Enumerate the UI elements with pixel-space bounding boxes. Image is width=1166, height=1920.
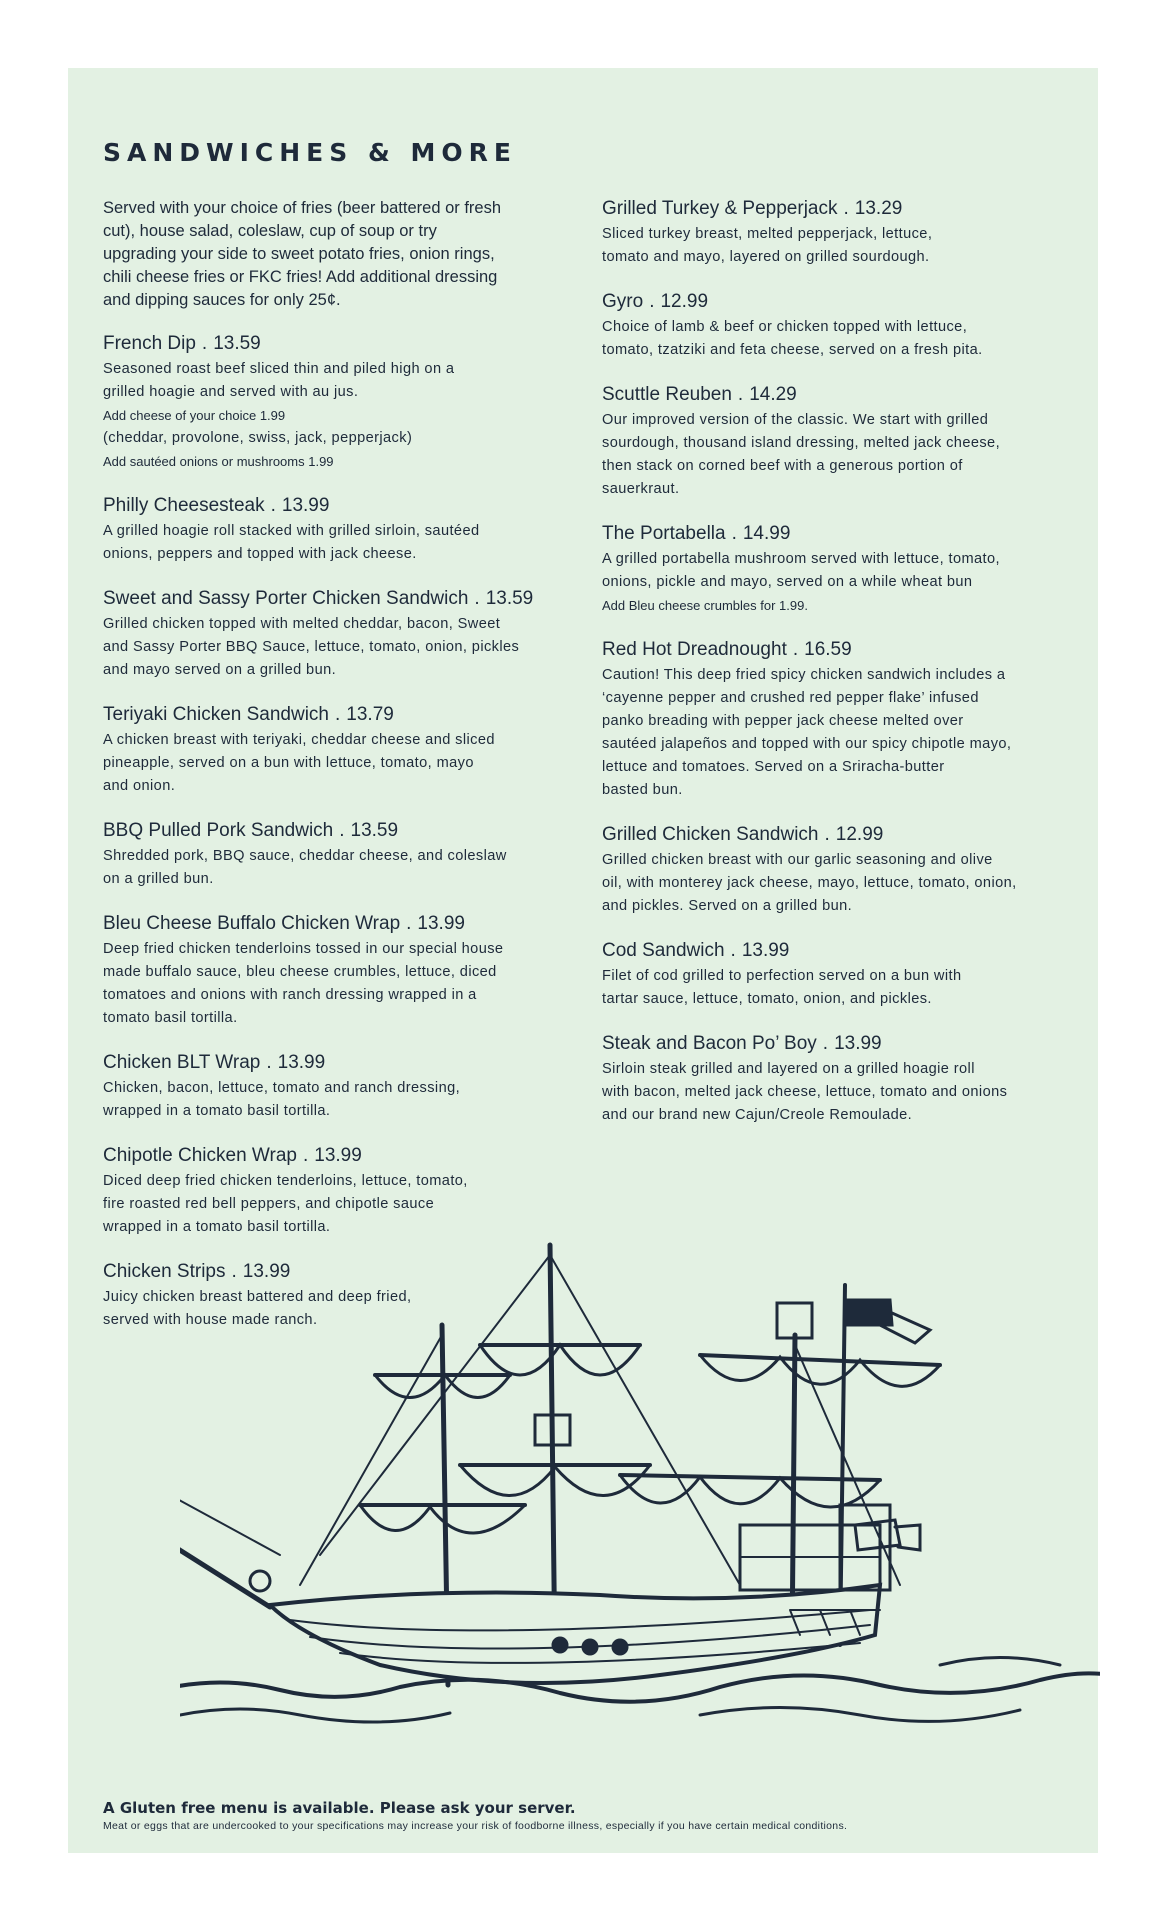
item-price: 12.99	[835, 824, 884, 845]
item-price: 13.99	[281, 495, 330, 516]
item-addon: Add sautéed onions or mushrooms 1.99	[103, 454, 334, 469]
item-description: A grilled hoagie roll stacked with grilled sirloin, sautéed onions, peppers and topped with jack cheese.	[103, 523, 480, 562]
item-price: 14.99	[742, 523, 791, 544]
item-addon-detail: (cheddar, provolone, swiss, jack, pepperjack)	[103, 430, 413, 446]
menu-item	[602, 290, 1072, 362]
item-description: A grilled portabella mushroom served with lettuce, tomato, onions, pickle and mayo, served on a while wheat bun	[602, 551, 1000, 590]
item-name: Chipotle Chicken Wrap	[103, 1145, 297, 1166]
item-price: 13.99	[277, 1052, 326, 1073]
item-heading: Cod Sandwich . 13.99	[602, 940, 790, 961]
item-heading: Scuttle Reuben . 14.29	[602, 384, 797, 405]
item-price: 13.99	[834, 1033, 882, 1054]
item-heading: Sweet and Sassy Porter Chicken Sandwich . 13.59	[103, 588, 534, 609]
item-description: Sirloin steak grilled and layered on a grilled hoagie roll with bacon, melted jack cheese, lettuce, tomato and onions and our brand new Cajun/Creole Remoulade.	[602, 1061, 1008, 1123]
item-price: 12.99	[660, 291, 709, 312]
menu-item	[103, 332, 568, 473]
item-description: Grilled chicken breast with our garlic seasoning and olive oil, with monterey jack cheese, mayo, lettuce, tomato, onion, and pickles. Served on a grilled bun.	[602, 852, 1017, 914]
item-price: 13.79	[346, 704, 394, 725]
item-price: 13.59	[350, 820, 399, 841]
section-intro: Served with your choice of fries (beer battered or fresh cut), house salad, coleslaw, cup of soup or try upgrading your side to sweet potato fries, onion rings, chili cheese fries or FKC fries! Add additional dressing and dipping sauces for only 25¢.	[103, 199, 502, 309]
item-name: Red Hot Dreadnought	[602, 639, 787, 660]
menu-item	[103, 587, 568, 682]
item-price: 13.59	[485, 588, 534, 609]
item-heading: Bleu Cheese Buffalo Chicken Wrap . 13.99	[103, 913, 465, 934]
item-price: 13.99	[741, 940, 790, 961]
item-addon: Add cheese of your choice 1.99	[103, 408, 286, 423]
menu-item	[602, 522, 1072, 617]
item-price: 16.59	[804, 639, 852, 660]
item-description: Filet of cod grilled to perfection served on a bun with tartar sauce, lettuce, tomato, onion, and pickles.	[602, 968, 962, 1007]
item-heading: Chicken BLT Wrap . 13.99	[103, 1052, 326, 1073]
item-description: Caution! This deep fried spicy chicken sandwich includes a ‘cayenne pepper and crushed red pepper flake’ infused panko breading with pepper jack cheese melted over sautéed jalapeños and topped with our spicy chipotle mayo, lettuce and tomatoes. Served on a Sriracha-butter basted bun.	[602, 667, 1012, 798]
item-heading: Grilled Turkey & Pepperjack . 13.29	[602, 198, 903, 219]
item-name: Steak and Bacon Po’ Boy	[602, 1033, 817, 1054]
left-column	[103, 197, 568, 1353]
menu-item	[602, 939, 1072, 1011]
item-price: 13.99	[242, 1261, 291, 1282]
item-description: Diced deep fried chicken tenderloins, lettuce, tomato, fire roasted red bell peppers, and chipotle sauce wrapped in a tomato basil tortilla.	[103, 1173, 468, 1235]
menu-item	[103, 912, 568, 1030]
item-price: 13.29	[854, 198, 903, 219]
item-description: Grilled chicken topped with melted cheddar, bacon, Sweet and Sassy Porter BBQ Sauce, lettuce, tomato, onion, pickles and mayo served on a grilled bun.	[103, 616, 520, 678]
item-price: 13.99	[314, 1145, 362, 1166]
menu-item	[602, 638, 1072, 802]
item-heading: BBQ Pulled Pork Sandwich . 13.59	[103, 820, 399, 841]
item-description: Our improved version of the classic. We start with grilled sourdough, thousand island dressing, melted jack cheese, then stack on corned beef with a generous portion of sauerkraut.	[602, 412, 1001, 497]
item-name: Gyro	[602, 291, 644, 312]
menu-item	[602, 1032, 1072, 1127]
item-name: Cod Sandwich	[602, 940, 725, 961]
item-heading: Chipotle Chicken Wrap . 13.99	[103, 1145, 362, 1166]
item-heading: Steak and Bacon Po’ Boy . 13.99	[602, 1033, 882, 1054]
item-heading: The Portabella . 14.99	[602, 523, 791, 544]
item-description: Deep fried chicken tenderloins tossed in our special house made buffalo sauce, bleu cheese crumbles, lettuce, diced tomatoes and onions with ranch dressing wrapped in a tomato basil tortilla.	[103, 941, 504, 1026]
item-price: 14.29	[749, 384, 797, 405]
item-description: Seasoned roast beef sliced thin and piled high on a grilled hoagie and served with au jus.	[103, 361, 455, 400]
item-name: Chicken BLT Wrap	[103, 1052, 261, 1073]
item-name: Grilled Turkey & Pepperjack	[602, 198, 838, 219]
section-heading: SANDWICHES & MORE	[103, 138, 517, 167]
item-description: Chicken, bacon, lettuce, tomato and ranch dressing, wrapped in a tomato basil tortilla.	[103, 1080, 461, 1119]
item-heading: Teriyaki Chicken Sandwich . 13.79	[103, 704, 394, 725]
item-name: Teriyaki Chicken Sandwich	[103, 704, 329, 725]
item-heading: Red Hot Dreadnought . 16.59	[602, 639, 852, 660]
menu-item	[602, 823, 1072, 918]
menu-item	[103, 703, 568, 798]
item-price: 13.99	[417, 913, 465, 934]
item-name: The Portabella	[602, 523, 726, 544]
item-heading: French Dip . 13.59	[103, 333, 261, 354]
menu-item	[103, 1051, 568, 1123]
food-safety-disclaimer: Meat or eggs that are undercooked to your specifications may increase your risk of foodborne illness, especially if you have certain medical conditions.	[103, 1820, 848, 1832]
item-description: Shredded pork, BBQ sauce, cheddar cheese, and coleslaw on a grilled bun.	[103, 848, 507, 887]
item-name: Bleu Cheese Buffalo Chicken Wrap	[103, 913, 401, 934]
menu-item	[103, 819, 568, 891]
item-heading: Grilled Chicken Sandwich . 12.99	[602, 824, 884, 845]
item-name: Philly Cheesesteak	[103, 495, 265, 516]
menu-item	[602, 383, 1072, 501]
item-addon: Add Bleu cheese crumbles for 1.99.	[602, 598, 808, 613]
item-heading: Gyro . 12.99	[602, 291, 709, 312]
menu-item	[602, 197, 1072, 269]
item-description: A chicken breast with teriyaki, cheddar cheese and sliced pineapple, served on a bun with lettuce, tomato, mayo and onion.	[103, 732, 495, 794]
item-name: Grilled Chicken Sandwich	[602, 824, 819, 845]
gluten-free-notice: A Gluten free menu is available. Please ask your server.	[103, 1799, 576, 1817]
item-name: Chicken Strips	[103, 1261, 226, 1282]
item-description: Juicy chicken breast battered and deep fried, served with house made ranch.	[103, 1289, 412, 1328]
item-name: Scuttle Reuben	[602, 384, 732, 405]
item-name: BBQ Pulled Pork Sandwich	[103, 820, 334, 841]
right-column	[602, 197, 1072, 1148]
item-name: Sweet and Sassy Porter Chicken Sandwich	[103, 588, 469, 609]
menu-item	[103, 494, 568, 566]
item-heading: Philly Cheesesteak . 13.99	[103, 495, 330, 516]
item-description: Choice of lamb & beef or chicken topped with lettuce, tomato, tzatziki and feta cheese, served on a fresh pita.	[602, 319, 983, 358]
ship-illustration	[180, 1225, 1100, 1745]
item-description: Sliced turkey breast, melted pepperjack, lettuce, tomato and mayo, layered on grilled sourdough.	[602, 226, 933, 265]
item-price: 13.59	[213, 333, 261, 354]
item-heading: Chicken Strips . 13.99	[103, 1261, 291, 1282]
item-name: French Dip	[103, 333, 196, 354]
